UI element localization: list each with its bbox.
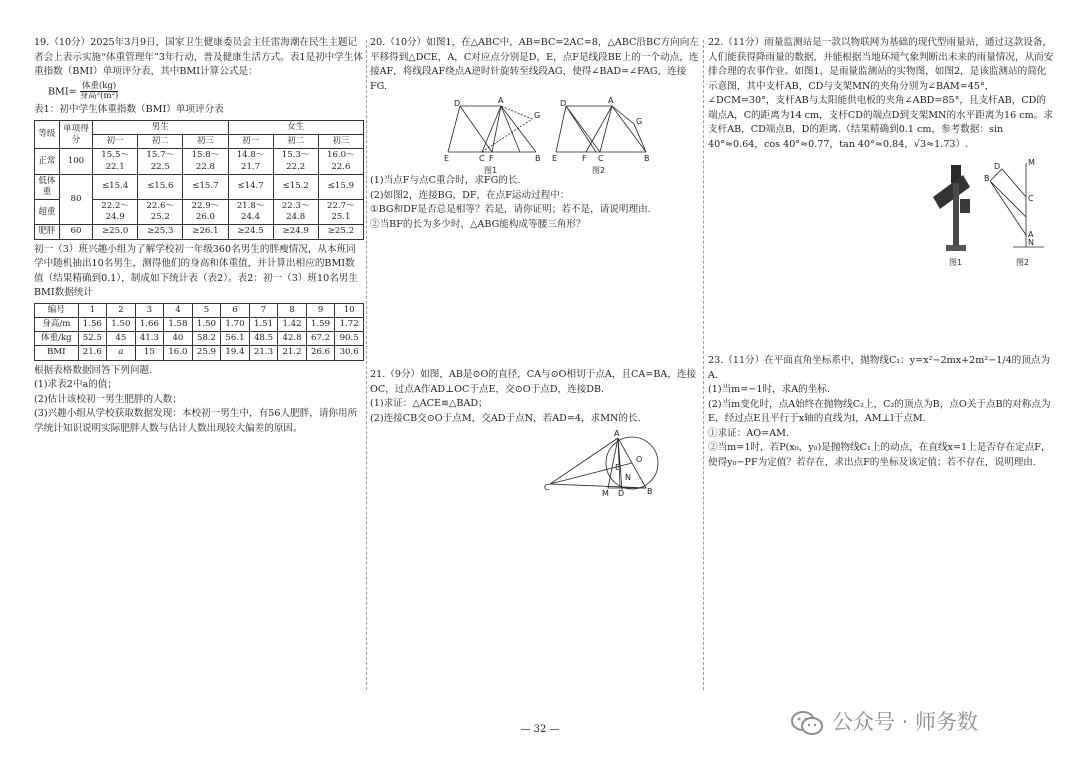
table2-cell: 1.56	[78, 318, 107, 332]
svg-text:M: M	[602, 489, 609, 499]
table2-cell: 56.1	[221, 332, 250, 346]
table2-cell: 41.3	[135, 332, 164, 346]
svg-text:G: G	[636, 117, 643, 127]
svg-text:B: B	[984, 173, 990, 183]
table2-cell: 16.0	[164, 346, 193, 360]
table2-cell: 19.4	[221, 346, 250, 360]
q21-part-2: (2)连接CB交⊙O于点M，交AD于点N，若AD=4，求MN的长.	[370, 412, 641, 424]
svg-text:A: A	[1028, 229, 1034, 239]
table2-cell: 21.6	[78, 346, 107, 360]
table2-cell: 1.72	[335, 318, 364, 332]
bmi-fraction	[80, 82, 119, 102]
table2-cell: 25.9	[192, 346, 221, 360]
table1-cell: 16.0～22.6	[318, 149, 363, 174]
bmi-numerator: 体重(kg)	[80, 82, 119, 92]
table2-header: 7	[249, 303, 278, 317]
q19-part-2: (2)估计该校初一男生肥胖的人数；	[34, 393, 182, 405]
table2-cell: 1.66	[135, 318, 164, 332]
table2-cell: 40	[164, 332, 193, 346]
table1-grade: 初一	[93, 135, 138, 149]
table1-level: 低体重	[35, 174, 60, 199]
table-row	[35, 303, 364, 317]
table1-cell: ≥26.1	[183, 225, 228, 239]
svg-text:F: F	[489, 154, 494, 164]
q21-text: 21.（9分）如图，AB是⊙O的直径，CA与⊙O相切于点A，且CA=BA，连接OC，过点A作AD⊥OC于点E，交⊙O于点D，连接DB.	[370, 369, 697, 395]
q21-figure	[370, 428, 700, 498]
table1-header-female: 女生	[228, 121, 364, 135]
q20-part-2a: ①BG和DF是否总是相等？若是，请你证明；若不是，请说明理由.	[370, 204, 651, 216]
q23-part-1: (1)当m=−1时，求A的坐标.	[708, 384, 831, 396]
table2-cell: 1.51	[249, 318, 278, 332]
table2-cell: 52.5	[78, 332, 107, 346]
table1-score: 60	[59, 225, 92, 239]
table-row	[35, 174, 364, 199]
student-bmi-table	[34, 303, 364, 361]
watermark	[790, 706, 1060, 740]
table1-cell: ≥24.5	[228, 225, 273, 239]
q20-figure-1	[444, 96, 541, 174]
q20-part-1: (1)当点F与点C重合时，求FG的长.	[370, 175, 521, 187]
table-row	[35, 332, 364, 346]
table2-header: 9	[306, 303, 335, 317]
svg-text:D: D	[994, 161, 1001, 171]
table2-cell: 90.5	[335, 332, 364, 346]
table1-header-level: 等级	[35, 121, 60, 149]
table2-cell: 身高/m	[35, 318, 79, 332]
table1-header-score: 单项得分	[59, 121, 92, 149]
table2-cell: 30.6	[335, 346, 364, 360]
table1-cell: 15.5～22.1	[93, 149, 138, 174]
table1-grade: 初三	[318, 135, 363, 149]
q22-figure-1	[933, 165, 970, 267]
table2-cell: 体重/kg	[35, 332, 79, 346]
table1-cell: 22.2～24.9	[93, 200, 138, 225]
table1-grade: 初三	[183, 135, 228, 149]
table2-cell: 1.58	[164, 318, 193, 332]
table-row	[35, 318, 364, 332]
table2-header: 编号	[35, 303, 79, 317]
table2-cell: 1.50	[107, 318, 136, 332]
q22-fig1-label: 图1	[949, 257, 963, 267]
table2-header: 2	[107, 303, 136, 317]
table1-cell: ≤15.6	[138, 174, 183, 199]
svg-text:C: C	[1028, 193, 1034, 203]
watermark-text: 公众号 · 师务数	[832, 710, 979, 735]
bmi-formula-lhs: BMI=	[48, 86, 77, 98]
question-19	[34, 36, 364, 436]
q22-figure-2	[984, 158, 1044, 267]
svg-text:A: A	[614, 429, 620, 439]
table2-cell: a	[107, 346, 136, 360]
q22-figures	[708, 157, 1054, 269]
table-row	[35, 225, 364, 239]
page-number: — 32 —	[520, 724, 560, 735]
table2-cell: 21.3	[249, 346, 278, 360]
svg-text:M: M	[1028, 157, 1035, 167]
svg-text:O: O	[636, 455, 643, 465]
table2-cell: BMI	[35, 346, 79, 360]
svg-text:F: F	[582, 154, 587, 164]
q23-part-2: (2)当m变化时，点A始终在抛物线C₂上，C₂的顶点为B，点O关于点B的对称点为E，经过点E且平行于x轴的直线为l，AM⊥l于点M.	[708, 398, 1051, 425]
q19-intro: 19.（10分）2025年3月9日，国家卫生健康委员会主任雷海潮在民生主题记者会上表示实施“体重管理年”3年行动，普及健康生活方式。表1是初中学生体重指数（BMI）单项评分表，其中BMI计算公式是：	[34, 37, 364, 78]
table2-header: 8	[278, 303, 307, 317]
table1-cell: ≤15.4	[93, 174, 138, 199]
question-21	[370, 368, 700, 498]
svg-text:C: C	[598, 154, 604, 164]
column-2	[370, 36, 700, 499]
table2-header: 10	[335, 303, 364, 317]
q19-part-3: (3)兴趣小组从学校获取数据发现：本校初一男生中，有56人肥胖，请你用所学统计知识说明实际肥胖人数与估计人数出现较大偏差的原因。	[34, 408, 358, 434]
question-20	[370, 36, 700, 233]
table1-cell: ≥24.9	[273, 225, 318, 239]
q20-part-2b: ②当BF的长为多少时，△ABG能构成等腰三角形？	[370, 219, 586, 231]
svg-text:B: B	[647, 487, 653, 497]
table1-score: 80	[59, 174, 92, 225]
table1-cell: ≥25.0	[93, 225, 138, 239]
svg-text:D: D	[618, 489, 625, 499]
table1-cell: 15.7～22.5	[138, 149, 183, 174]
svg-text:A: A	[608, 96, 614, 106]
svg-text:E: E	[552, 154, 558, 164]
table1-grade: 初一	[228, 135, 273, 149]
table1-cell: 21.8～24.4	[228, 200, 273, 225]
table2-header: 3	[135, 303, 164, 317]
svg-text:D: D	[454, 99, 461, 109]
column-3	[708, 36, 1054, 469]
question-23	[708, 354, 1054, 471]
q22-fig2-label: 图2	[1016, 257, 1030, 267]
bmi-score-table	[34, 120, 364, 240]
table1-grade: 初二	[273, 135, 318, 149]
table1-cell: ≥25.2	[318, 225, 363, 239]
table2-cell: 1.50	[192, 318, 221, 332]
table1-level: 肥胖	[35, 225, 60, 239]
q23-text: 23.（11分）在平面直角坐标系中，抛物线C₁：y=x²−2mx+2m²−1/4的顶点为A.	[708, 355, 1051, 381]
q20-text: 20.（10分）如图1，在△ABC中，AB=BC=2AC=8，△ABC沿BC方向向左平移得到△DCE，A，C对应点分别是D，E，点F是线段BE上的一个动点，连接AF，将线段AF绕点A逆时针旋转至线段AG，使得∠BAD=∠FAG，连接FG.	[370, 37, 699, 92]
table1-cell: 15.3～22.2	[273, 149, 318, 174]
q21-part-1: (1)求证：△ACE≌△BAD；	[370, 398, 488, 410]
column-divider-2	[703, 40, 704, 690]
question-22	[708, 36, 1054, 269]
table-row	[35, 149, 364, 174]
table1-cell: ≤15.7	[183, 174, 228, 199]
svg-text:D: D	[560, 99, 567, 109]
table2-cell: 26.6	[306, 346, 335, 360]
q20-fig1-label: 图1	[484, 166, 498, 175]
table2-cell: 1.42	[278, 318, 307, 332]
table2-cell: 42.8	[278, 332, 307, 346]
q20-figure-2	[552, 96, 650, 174]
table1-cell: ≥25.3	[138, 225, 183, 239]
svg-text:C: C	[544, 483, 550, 493]
table2-header: 1	[78, 303, 107, 317]
table1-header-male: 男生	[93, 121, 228, 135]
q19-after: 根据表格数据回答下列问题.	[34, 364, 153, 376]
table2-cell: 21.2	[278, 346, 307, 360]
bmi-denominator: 身高²(m²)	[79, 91, 119, 102]
table2-cell: 15	[135, 346, 164, 360]
wechat-icon	[790, 709, 824, 737]
table1-cell: ≤14.7	[228, 174, 273, 199]
svg-text:E: E	[615, 463, 621, 473]
table1-score: 100	[59, 149, 92, 174]
table1-level: 正常	[35, 149, 60, 174]
q20-fig2-label: 图2	[592, 166, 606, 175]
table1-cell: 22.3～24.8	[273, 200, 318, 225]
table2-cell: 48.5	[249, 332, 278, 346]
svg-text:N: N	[1028, 237, 1034, 247]
q23-part-2a: ①求证：AO=AM.	[708, 427, 790, 439]
table2-header: 6	[221, 303, 250, 317]
table1-level: 超重	[35, 200, 60, 225]
table2-cell: 67.2	[306, 332, 335, 346]
q19-para2: 初一（3）班兴趣小组为了解学校初一年级360名男生的胖瘦情况，从本班同学中随机抽出10名男生，测得他们的身高和体重值，并计算出相应的BMI数值（结果精确到0.1），制成如下统计表（表2）。表2：初一（3）班10名男生BMI数据统计	[34, 243, 358, 299]
svg-text:E: E	[444, 154, 450, 164]
svg-text:G: G	[534, 111, 541, 121]
table1-cell: 22.7～25.1	[318, 200, 363, 225]
table2-header: 5	[192, 303, 221, 317]
table2-cell: 1.59	[306, 318, 335, 332]
table1-cell: 15.8～22.8	[183, 149, 228, 174]
table1-cell: 22.6～25.2	[138, 200, 183, 225]
table1-caption: 表1：初中学生体重指数（BMI）单项评分表	[34, 104, 224, 116]
svg-text:B: B	[535, 154, 541, 164]
q22-text: 22.（11分）雨量监测站是一款以物联网为基础的现代型雨量站，通过这款设备，人们能获得降雨量的数据，并能根据当地环境气象判断出未来的雨量情况，从而安排合理的农事作业。如图1，是雨量监测站的实物图，如图2，是该监测站的简化示意图，其中支杆AB，CD与支架MN的夹角分别为∠BAM=45°，∠DCM=30°，支杆AB与太阳能供电板的夹角∠ABD=85°，且支杆AB，CD的端点A，C的距离为14 cm，支杆CD的端点D到支架MN的水平距离为16 cm。求支杆AB，CD端点B，D的距离.（结果精确到0.1 cm，参考数据：sin 40°≈0.64，cos 40°≈0.77，tan 40°≈0.84，√3≈1.73）.	[708, 37, 1054, 151]
svg-text:A: A	[498, 96, 504, 106]
q20-part-2: (2)如图2，连接BG，DF，在点F运动过程中：	[370, 189, 570, 201]
table1-cell: ≤15.2	[273, 174, 318, 199]
svg-text:N: N	[625, 473, 631, 483]
svg-text:C: C	[479, 154, 485, 164]
column-divider-1	[366, 40, 367, 690]
q23-part-2b: ②当m=1时，若P(x₀，y₀)是抛物线C₁上的动点，在直线x=1上是否存在定点F，使得y₀−PF为定值？若存在，求出点F的坐标及该定值；若不存在，说明理由.	[708, 442, 1051, 469]
q20-figures	[370, 94, 700, 174]
table1-cell: 14.8～21.7	[228, 149, 273, 174]
table2-cell: 45	[107, 332, 136, 346]
q19-part-1: (1)求表2中a的值；	[34, 379, 117, 391]
table1-cell: 22.9～26.0	[183, 200, 228, 225]
table2-header: 4	[164, 303, 193, 317]
table1-grade: 初二	[138, 135, 183, 149]
bmi-formula	[48, 82, 364, 102]
svg-text:B: B	[644, 154, 650, 164]
table-row	[35, 346, 364, 360]
table2-cell: 58.2	[192, 332, 221, 346]
table1-cell: ≤15.9	[318, 174, 363, 199]
table2-cell: 1.70	[221, 318, 250, 332]
